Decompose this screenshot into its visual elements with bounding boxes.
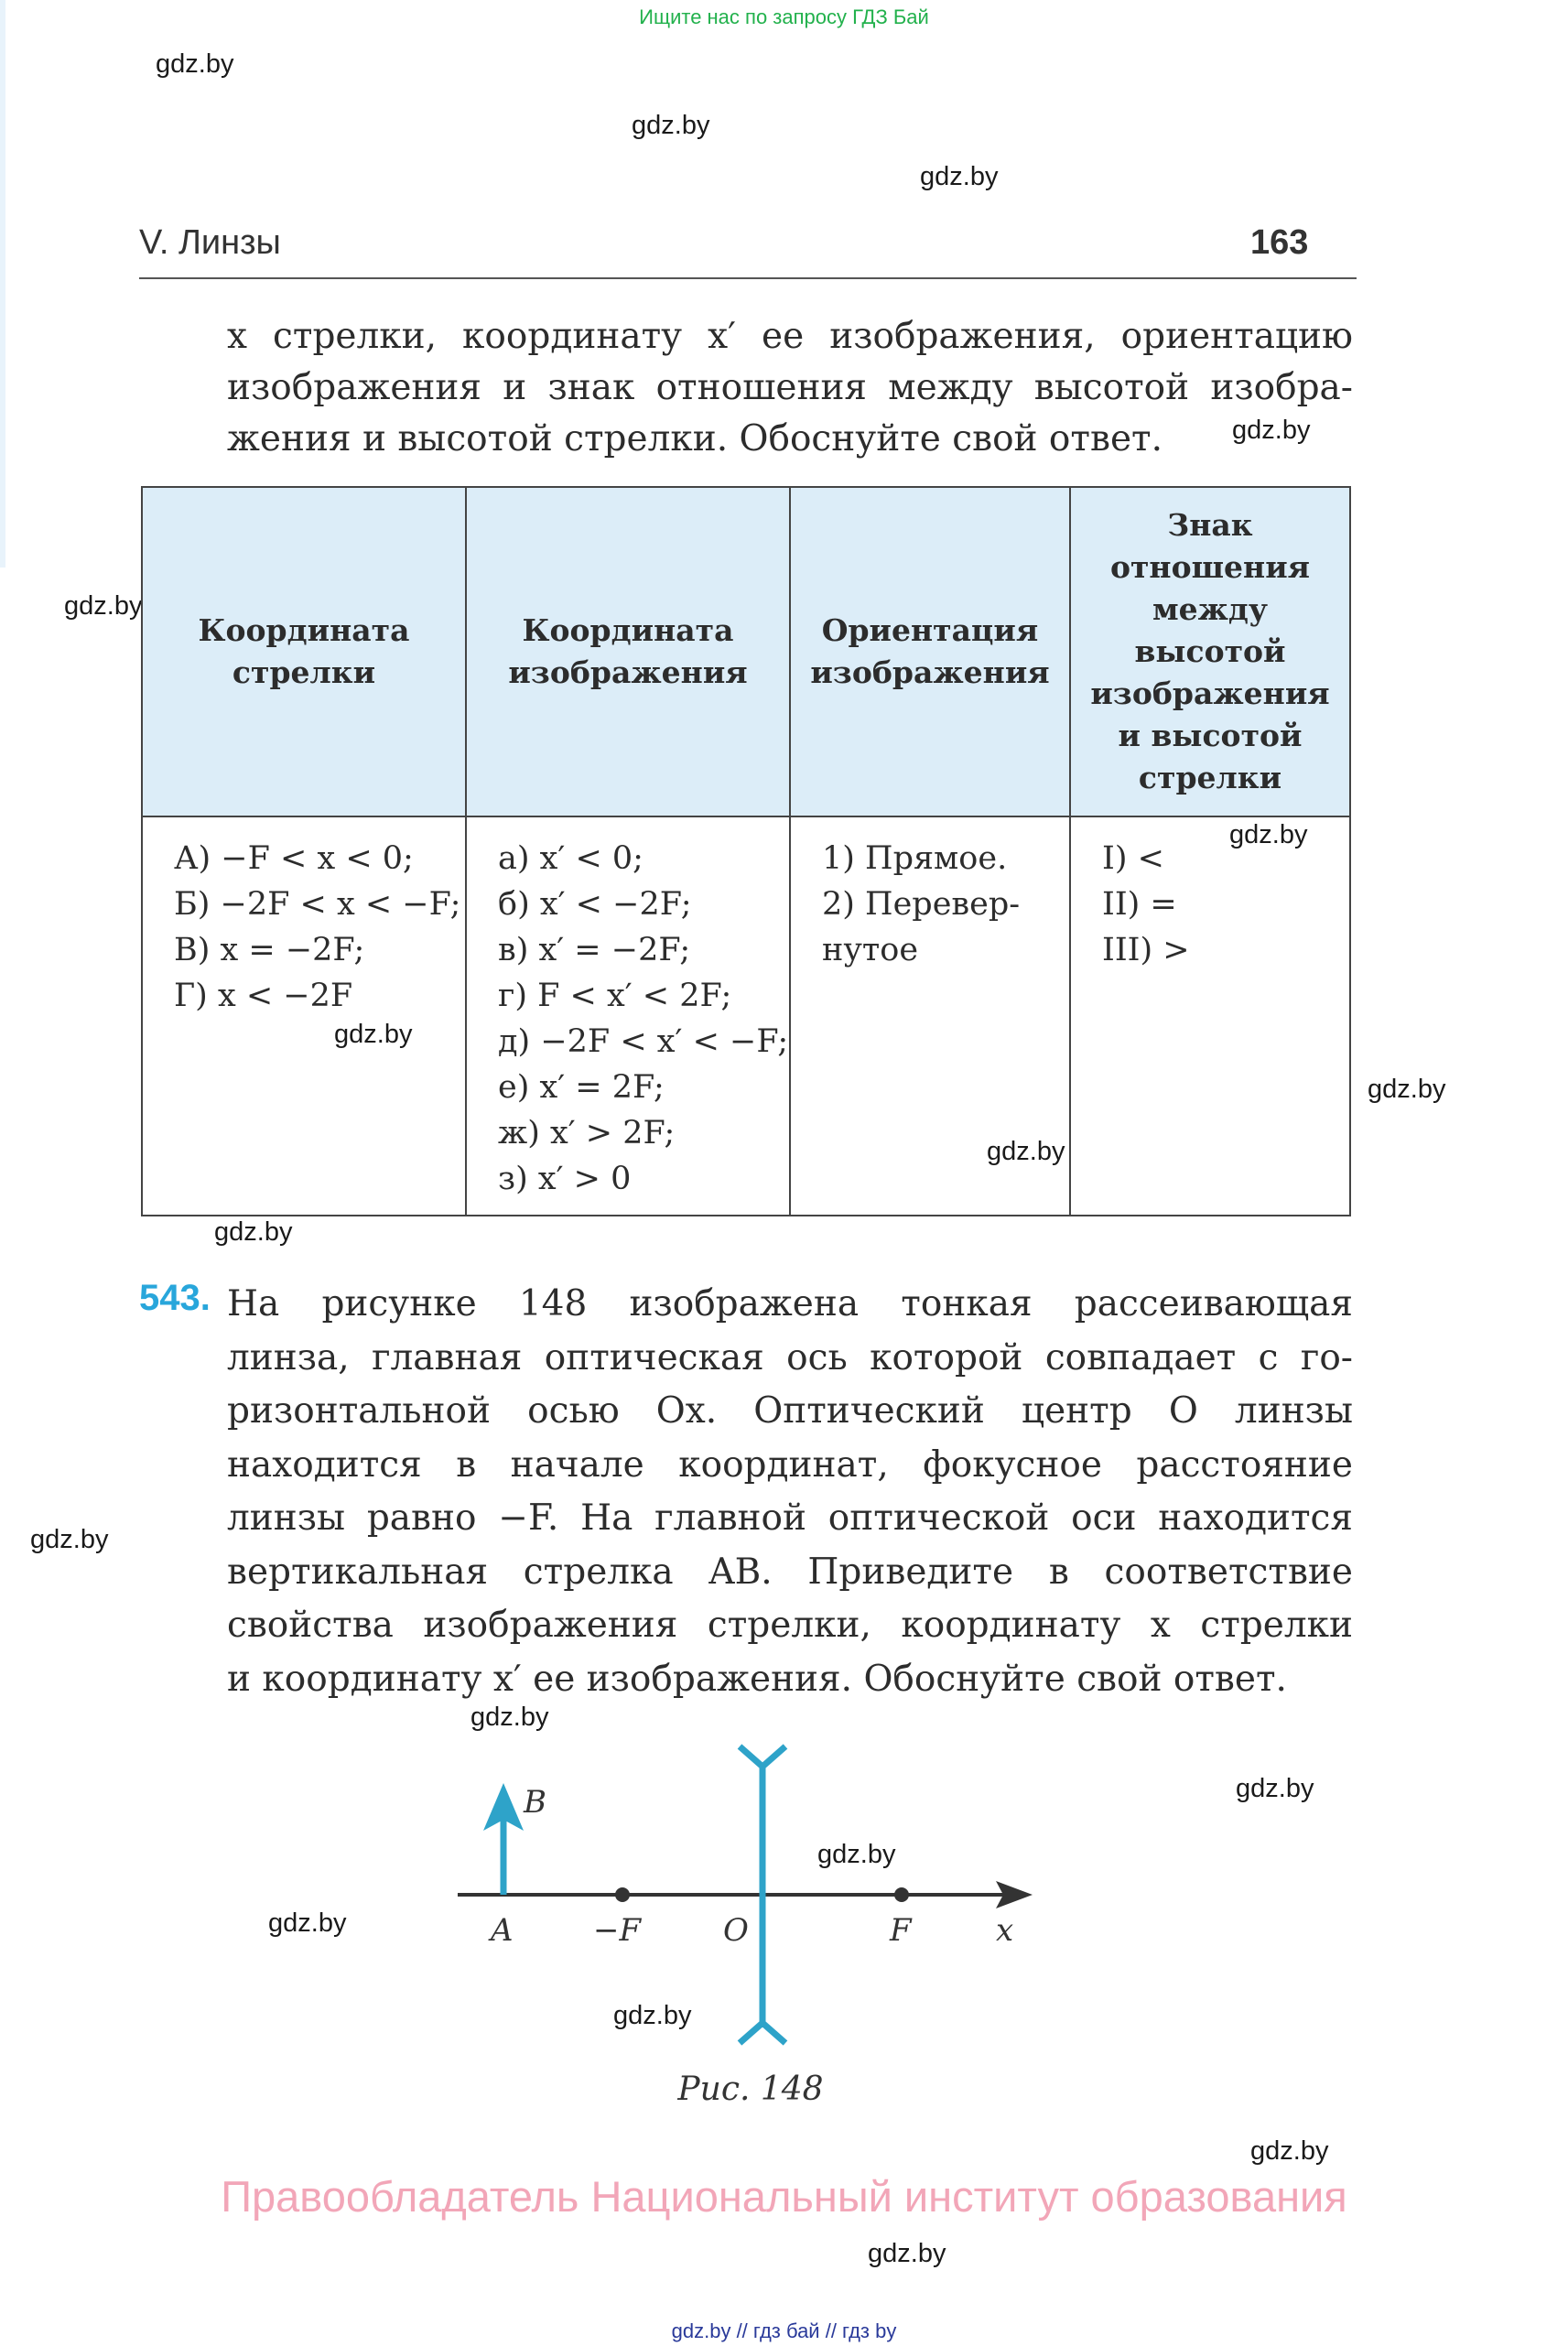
top-banner[interactable]: Ищите нас по запросу ГДЗ Бай	[639, 5, 929, 28]
header-ratio-sign: Знак отношения между высотой изображения и высотой стрелки	[1070, 487, 1350, 816]
figure-caption: Рис. 148	[677, 2070, 824, 2108]
watermark: gdz.by	[334, 1020, 413, 1049]
text-line: линзы равно −F. На главной оптической оси находится	[227, 1497, 1353, 1539]
label-o: O	[723, 1912, 749, 1949]
table-option: в) x′ = −2F;	[498, 932, 691, 968]
table-option: Б) −2F < x < −F;	[174, 886, 461, 923]
image-coordinate-cell	[466, 816, 790, 1216]
page-number: 163	[1250, 223, 1309, 262]
label-f: F	[890, 1912, 912, 1949]
arrow-coordinate-cell	[142, 816, 466, 1216]
label-x: x	[996, 1912, 1014, 1949]
watermark: gdz.by	[920, 162, 999, 191]
header-rule	[139, 277, 1357, 279]
watermark: gdz.by	[64, 591, 143, 621]
header-image-orientation: Ориентация изображения	[790, 487, 1070, 816]
header-image-coordinate: Координата изображения	[466, 487, 790, 816]
table-option: 1) Прямое.	[822, 840, 1008, 877]
watermark: gdz.by	[156, 49, 234, 79]
watermark: gdz.by	[268, 1908, 347, 1938]
table-option: д) −2F < x′ < −F;	[498, 1023, 789, 1060]
table-option: г) F < x′ < 2F;	[498, 978, 732, 1014]
table-option: б) x′ < −2F;	[498, 886, 692, 923]
table-option: ж) x′ > 2F;	[498, 1115, 676, 1151]
watermark: gdz.by	[1229, 820, 1308, 849]
text-line: находится в начале координат, фокусное расстояние	[227, 1443, 1353, 1486]
text-line: x стрелки, координату x′ ее изображения, ориентацию	[227, 316, 1353, 357]
task-number: 543.	[139, 1278, 211, 1318]
table-option: а) x′ < 0;	[498, 840, 643, 877]
focus-point-positive	[894, 1887, 909, 1902]
watermark: gdz.by	[817, 1840, 896, 1869]
intro-paragraph	[227, 311, 1353, 465]
watermark: gdz.by	[470, 1703, 549, 1732]
label-b: B	[524, 1784, 546, 1821]
text-line: На рисунке 148 изображена тонкая рассеивающая	[227, 1283, 1353, 1324]
lens-bottom-fork-icon	[740, 2023, 785, 2043]
table-option: нутое	[822, 932, 919, 968]
watermark: gdz.by	[1236, 1774, 1314, 1803]
lens-diagram	[439, 1739, 1080, 2050]
watermark: gdz.by	[1368, 1075, 1446, 1104]
text-line: жения и высотой стрелки. Обоснуйте свой ответ.	[227, 418, 1162, 459]
page-edge-shade	[0, 0, 5, 568]
table-option: А) −F < x < 0;	[174, 840, 414, 877]
watermark: gdz.by	[613, 2001, 692, 2030]
table-option: 2) Перевер-	[822, 886, 1021, 923]
watermark: gdz.by	[1250, 2136, 1329, 2166]
text-line: и координату x′ ее изображения. Обоснуйте свой ответ.	[227, 1658, 1287, 1700]
watermark: gdz.by	[868, 2239, 946, 2268]
footer-links[interactable]: gdz.by // гдз бай // гдз by	[671, 2319, 897, 2342]
table-option: В) x = −2F;	[174, 932, 365, 968]
table-option: II) =	[1102, 886, 1177, 923]
task-paragraph	[227, 1278, 1353, 1706]
table-option: I) <	[1102, 840, 1164, 877]
matching-table	[141, 486, 1351, 1216]
header-arrow-coordinate: Координата стрелки	[142, 487, 466, 816]
section-title: V. Линзы	[139, 223, 281, 262]
table-option: III) >	[1102, 932, 1190, 968]
lens-top-fork-icon	[740, 1746, 785, 1767]
watermark: gdz.by	[214, 1217, 293, 1247]
label-a: A	[491, 1912, 514, 1949]
table-option: е) x′ = 2F;	[498, 1069, 665, 1106]
focus-point-negative	[615, 1887, 630, 1902]
watermark: gdz.by	[987, 1137, 1065, 1166]
watermark: gdz.by	[632, 111, 710, 140]
text-line: вертикальная стрелка AB. Приведите в соответствие	[227, 1551, 1353, 1593]
text-line: свойства изображения стрелки, координату x стрелки	[227, 1605, 1353, 1646]
copyright-notice: Правообладатель Национальный институт образования	[221, 2172, 1347, 2221]
watermark: gdz.by	[30, 1525, 109, 1554]
table-option: з) x′ > 0	[498, 1161, 632, 1197]
orientation-cell	[790, 816, 1070, 1216]
label-minus-f: −F	[593, 1912, 642, 1949]
text-line: линза, главная оптическая ось которой совпадает с го-	[227, 1336, 1353, 1378]
text-line: изображения и знак отношения между высотой изобра-	[227, 367, 1353, 408]
watermark: gdz.by	[1232, 416, 1311, 445]
table-option: Г) x < −2F	[174, 978, 353, 1014]
ratio-sign-cell	[1070, 816, 1350, 1216]
text-line: ризонтальной осью Ox. Оптический центр O линзы	[227, 1390, 1353, 1432]
